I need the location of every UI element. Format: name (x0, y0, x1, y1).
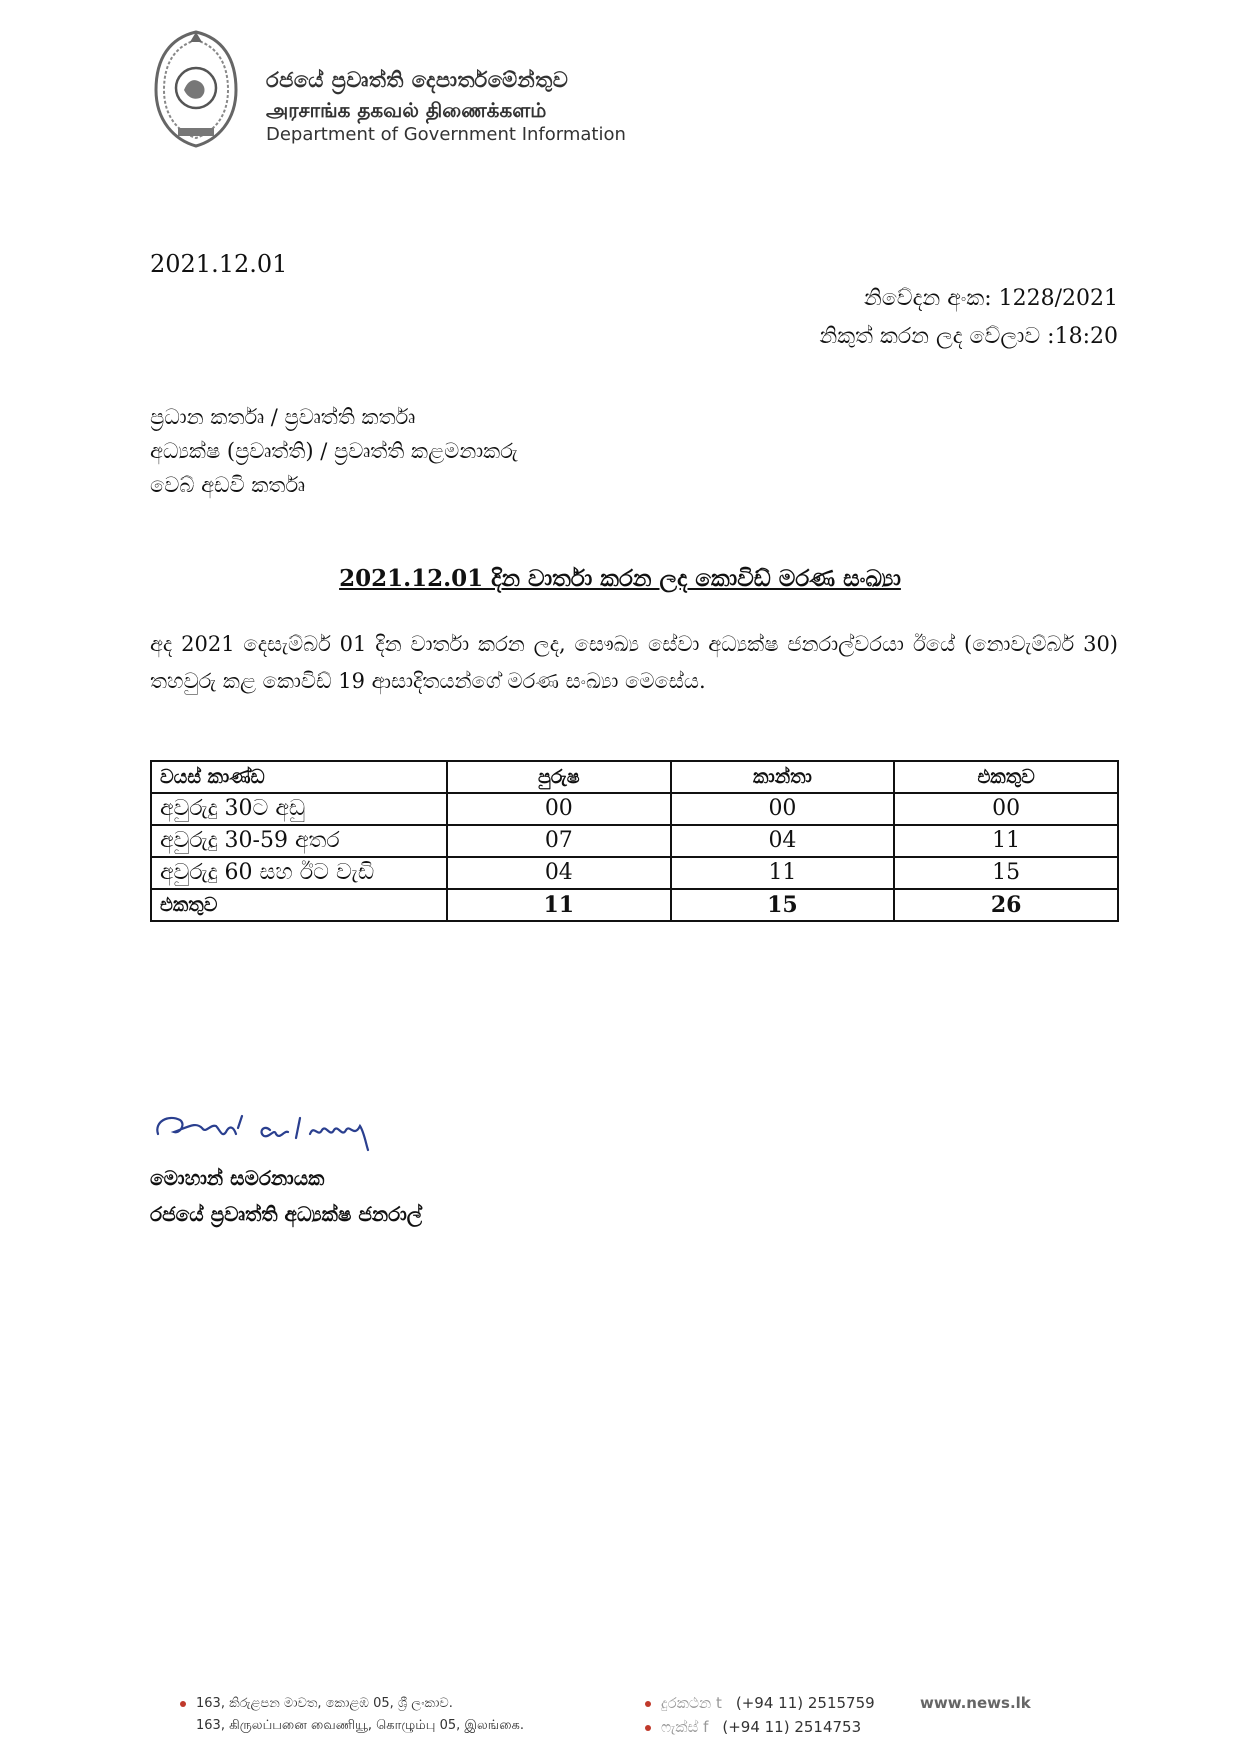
header-total: එකතුව (894, 761, 1118, 793)
release-time: නිකුත් කරන ලද වේලාව :18:20 (819, 324, 1118, 349)
department-name-tamil: அரசாங்க தகவல் திணைக்களம் (266, 98, 547, 122)
footer-telephone: දුරකථන t (+94 11) 2515759 (645, 1694, 875, 1712)
notice-number: නිවේදන අංක: 1228/2021 (863, 286, 1118, 311)
total-female-cell: 15 (671, 889, 895, 921)
total-cell: 11 (894, 825, 1118, 857)
document-title: 2021.12.01 දින වාර්තා කරන ලද කොවිඩ් මරණ සංඛ්‍යා (339, 565, 901, 592)
female-cell: 11 (671, 857, 895, 889)
bullet-icon (645, 1725, 651, 1731)
table-row (151, 793, 1118, 825)
footer-fax: ෆැක්ස් f (+94 11) 2514753 (645, 1718, 861, 1736)
table-total-row (151, 889, 1118, 921)
department-name-english: Department of Government Information (266, 124, 626, 145)
signer-name: මොහාන් සමරනායක (150, 1166, 325, 1190)
table-header-row (151, 761, 1118, 793)
deaths-table (150, 760, 1119, 922)
body-paragraph: අද 2021 දෙසැම්බර් 01 දින වාර්තා කරන ලද, සෞඛ්‍ය සේවා අධ්‍යක්ෂ ජනරාල්වරයා ඊයේ (නොවැම්බර් 30) තහවුරු කළ කොවිඩ් 19 ආසාදිතයන්ගේ මරණ සංඛ්‍යා මෙසේය. (150, 632, 1118, 693)
age-group-cell: අවුරුදු 60 සහ ඊට වැඩි (151, 857, 447, 889)
footer-website-link[interactable]: www.news.lk (920, 1694, 1031, 1712)
total-cell: 00 (894, 793, 1118, 825)
sri-lanka-emblem-icon (150, 28, 242, 150)
header-male: පුරුෂ (447, 761, 671, 793)
female-cell: 04 (671, 825, 895, 857)
age-group-cell: අවුරුදු 30ට අඩු (151, 793, 447, 825)
total-male-cell: 11 (447, 889, 671, 921)
recipient-line: ප්‍රධාන කර්තෘ / ප්‍රවෘත්ති කර්තෘ (150, 405, 416, 429)
female-cell: 00 (671, 793, 895, 825)
male-cell: 07 (447, 825, 671, 857)
recipient-line: වෙබ් අඩවි කර්තෘ (150, 473, 306, 497)
document-date: 2021.12.01 (150, 250, 288, 278)
signer-title: රජයේ ප්‍රවෘත්ති අධ්‍යක්ෂ ජනරාල් (150, 1202, 423, 1226)
age-group-cell: අවුරුදු 30-59 අතර (151, 825, 447, 857)
male-cell: 04 (447, 857, 671, 889)
recipients-list (150, 400, 518, 502)
handwritten-signature (150, 1104, 430, 1164)
footer-address-sinhala: 163, කිරුළපන මාවත, කොළඹ 05, ශ්‍රී ලංකාව. (180, 1696, 453, 1711)
male-cell: 00 (447, 793, 671, 825)
department-name-sinhala: රජයේ ප්‍රවෘත්ති දෙපාර්තමේන්තුව (266, 68, 569, 92)
bullet-icon (645, 1701, 651, 1707)
table-row (151, 825, 1118, 857)
table-row (151, 857, 1118, 889)
total-cell: 15 (894, 857, 1118, 889)
footer-address-tamil: 163, கிருலப்பனை வைணியூ, கொழும்பு 05, இலங்கை. (196, 1718, 524, 1733)
grand-total-cell: 26 (894, 889, 1118, 921)
recipient-line: අධ්‍යක්ෂ (ප්‍රවෘත්ති) / ප්‍රවෘත්ති කළමනාකරු (150, 439, 518, 463)
header-female: කාන්තා (671, 761, 895, 793)
total-label-cell: එකතුව (151, 889, 447, 921)
bullet-icon (180, 1701, 186, 1707)
header-age-group: වයස් කාණ්ඩ (151, 761, 447, 793)
